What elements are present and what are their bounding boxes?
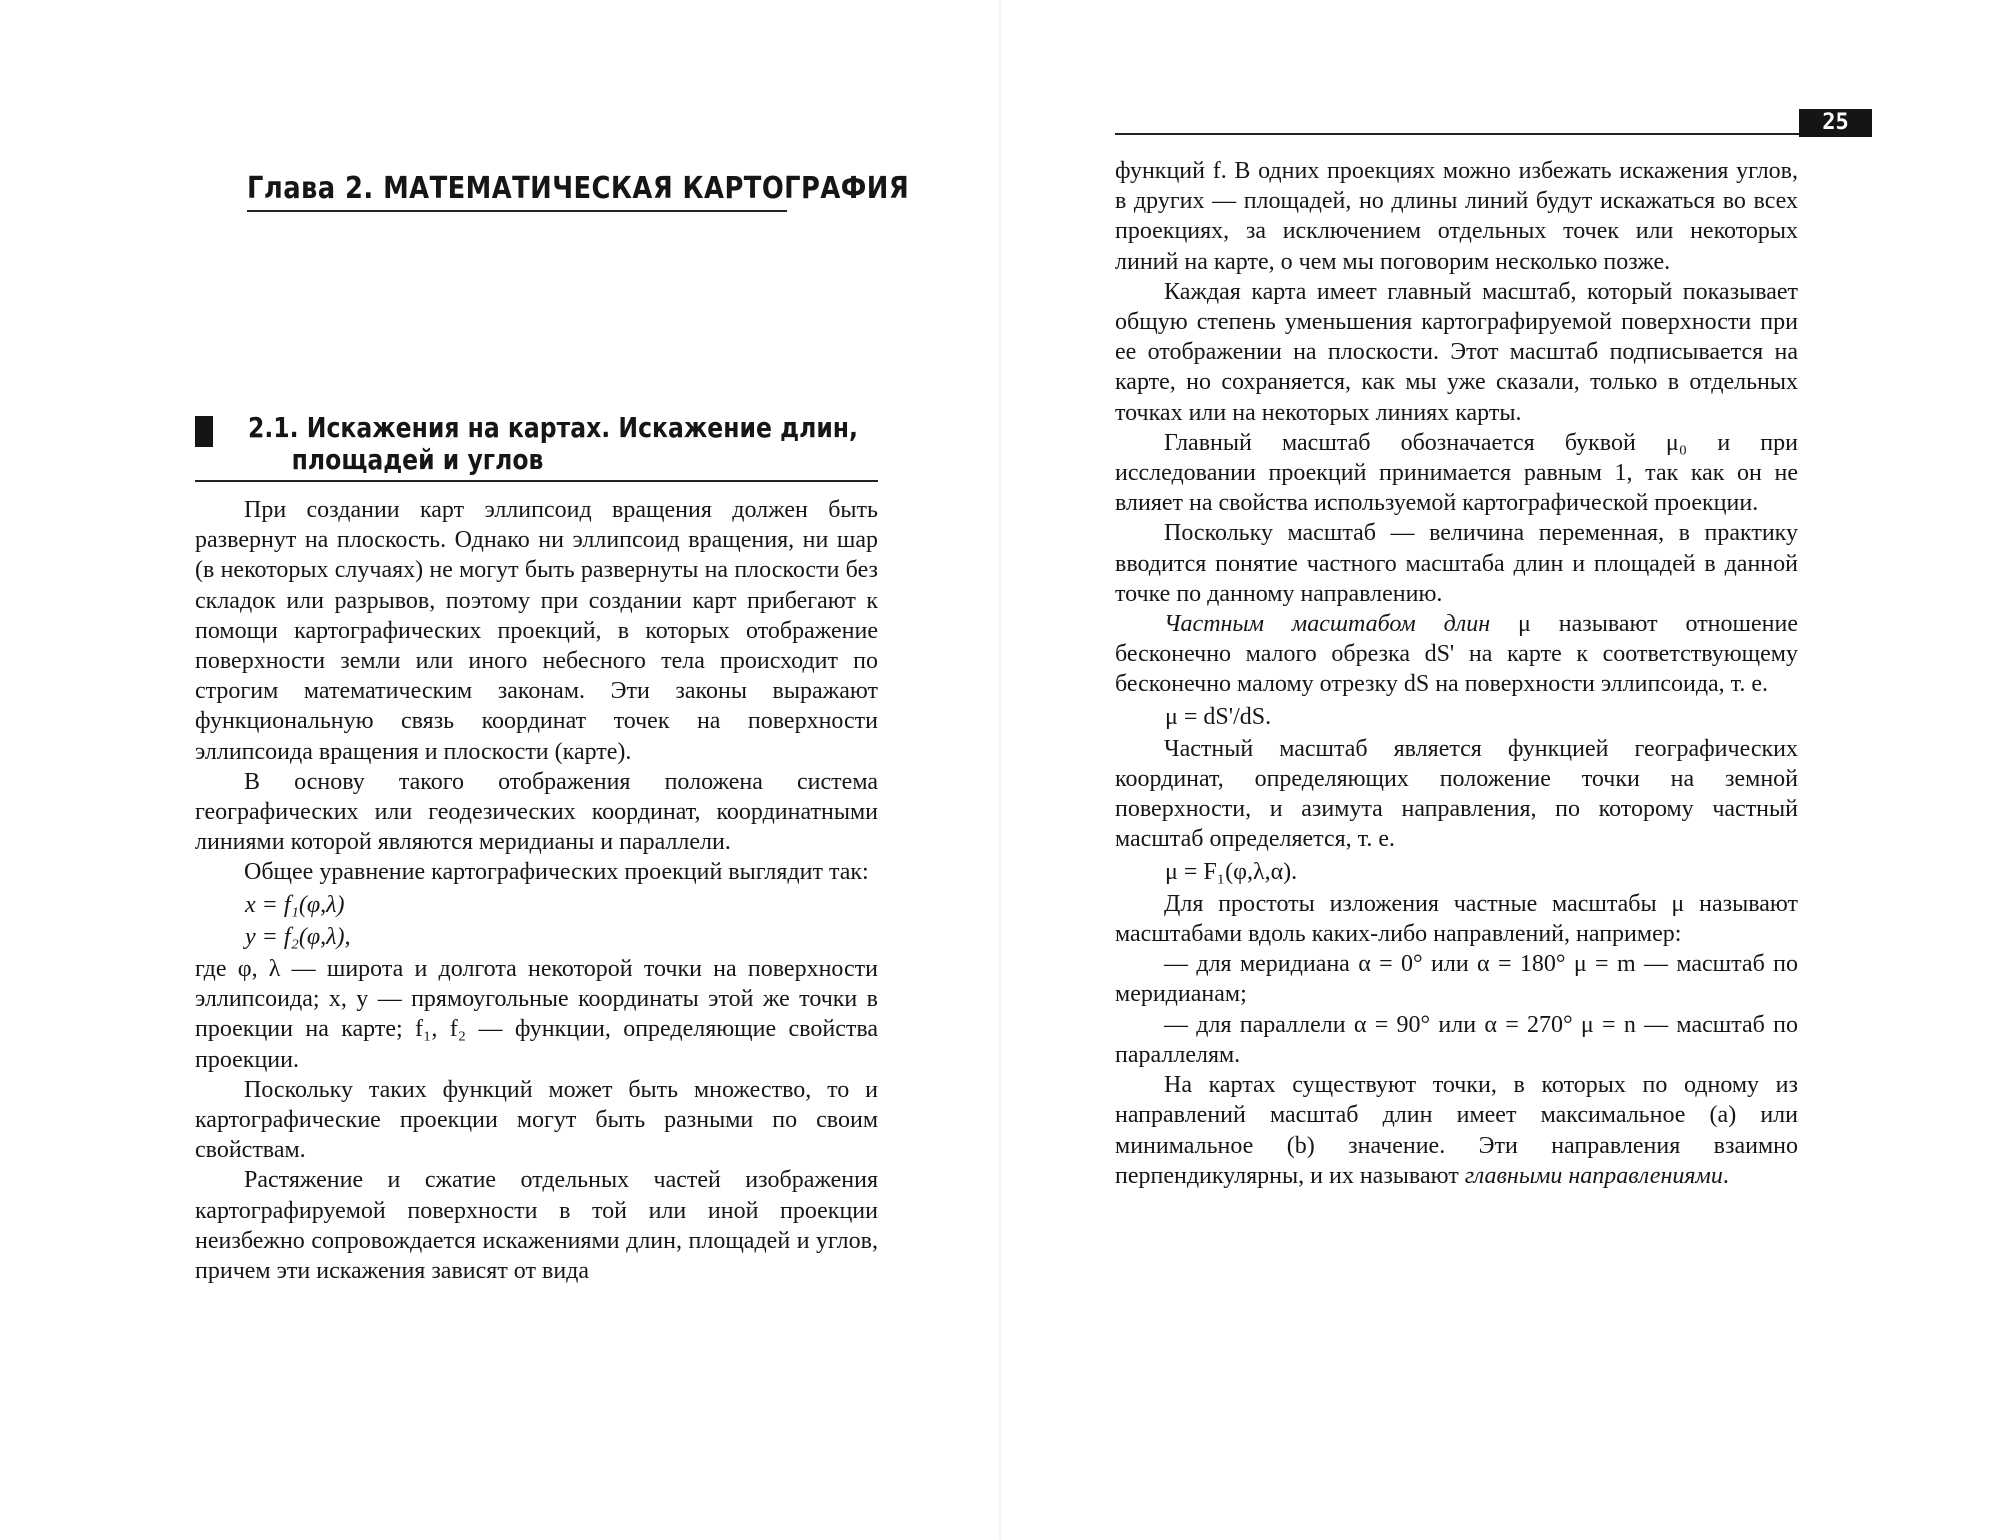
list-item: — для параллели α = 90° или α = 270° μ = n — масштаб по параллелям. [1115,1011,1798,1068]
section-heading [195,412,878,482]
section-marker-square [195,416,213,447]
formula-y [195,922,878,952]
formula-x-text: x = f₁(φ,λ) [245,891,345,918]
paragraph: где φ, λ — широта и долгота некоторой точки на поверхности эллипсоида; x, y — прямоугольные координаты этой же точки в проекции на карте; f₁, f₂ — функции, определяющие свойства проекции. [195,956,878,1073]
formula-y-text: y = f₂(φ,λ), [245,923,351,950]
paragraph: Каждая карта имеет главный масштаб, который показывает общую степень уменьшения картографируемой поверхности при ее отображении на плоскости. Этот масштаб подписывается на карте, но сохраняется, как мы уже сказали, только в отдельных точках или на некоторых линиях карты. [1115,278,1798,426]
formula-mu-function [1115,857,1798,887]
paragraph: Для простоты изложения частные масштабы μ называют масштабами вдоль каких-либо направлений, например: [1115,890,1798,948]
paragraph: Растяжение и сжатие отдельных частей изображения картографируемой поверхности в той или иной проекции неизбежно сопровождается искажениями длин, площадей и углов, причем эти искажения зависят от вида [195,1167,878,1285]
list-item: — для меридиана α = 0° или α = 180° μ = m — масштаб по меридианам; [1115,951,1798,1008]
paragraph: Поскольку таких функций может быть множество, то и картографические проекции могут быть разными по своим свойствам. [195,1076,878,1164]
section-title-line-1: 2.1. Искажения на картах. Искажение длин, [248,411,858,444]
right-body-text [1115,156,1798,1191]
paragraph: Частный масштаб является функцией географических координат, определяющих положение точки на земной поверхности, и азимута направления, по которому частный масштаб определяется, т. е. [1115,735,1798,853]
paragraph-text: μ называют отношение бесконечно малого обрезка dS' на карте к соответствующему бесконечно малому отрезку dS на поверхности эллипсоида, т. е. [1115,611,1799,698]
formula-mu-text: μ = dS'/dS. [1165,703,1272,730]
paragraph: Поскольку масштаб — величина переменная, в практику вводится понятие частного масштаба длин и площадей в данной точке по данному направлению. [1115,520,1798,607]
formula-mu [1115,702,1798,732]
paragraph-text: На картах существуют точки, в которых по одному из направлений масштаб длин имеет максимальное (a) или минимальное (b) значение. Эти направления взаимно перпендикулярны, и их называют [1115,1072,1798,1189]
running-header-rule [1115,133,1801,135]
right-page [1000,0,2000,1540]
term-emphasis: Частным масштабом длин [1164,611,1491,638]
formula-x [195,890,878,920]
paragraph: Главный масштаб обозначается буквой μ₀ и при исследовании проекций принимается равным 1, так как он не влияет на свойства используемой картографической проекции. [1115,429,1798,517]
chapter-title: Глава 2. МАТЕМАТИЧЕСКАЯ КАРТОГРАФИЯ [247,171,787,212]
formula-mu-function-text: μ = F₁(φ,λ,α). [1165,858,1298,885]
page-number: 25 [1799,109,1872,137]
paragraph-end: . [1722,1162,1729,1189]
paragraph: Общее уравнение картографических проекций выглядит так: [244,859,869,886]
paragraph: При создании карт эллипсоид вращения должен быть развернут на плоскость. Однако ни эллипсоид вращения, ни шар (в некоторых случаях) не могут быть развернуты на плоскости без складок или разрывов, поэтому при создании карт прибегают к помощи картографических проекций, в которых отображение поверхности земли или иного небесного тела происходит по строгим математическим законам. Эти законы выражают функциональную связь координат точек на поверхности эллипсоида вращения и плоскости (карте). [195,497,878,765]
section-title-line-2: площадей и углов [291,443,544,476]
paragraph [1115,1070,1798,1191]
term-emphasis: главными направлениями [1464,1162,1723,1189]
paragraph [1115,609,1798,700]
paragraph: В основу такого отображения положена система географических или геодезических координат, координатными линиями которой являются меридианы и параллели. [195,768,878,856]
section-title [248,411,858,476]
paragraph: функций f. В одних проекциях можно избежать искажения углов, в других — площадей, но длины линий будут искажаться во всех проекциях, за исключением отдельных точек или некоторых линий на карте, о чем мы поговорим несколько позже. [1115,158,1798,275]
left-body-text [195,495,878,1286]
